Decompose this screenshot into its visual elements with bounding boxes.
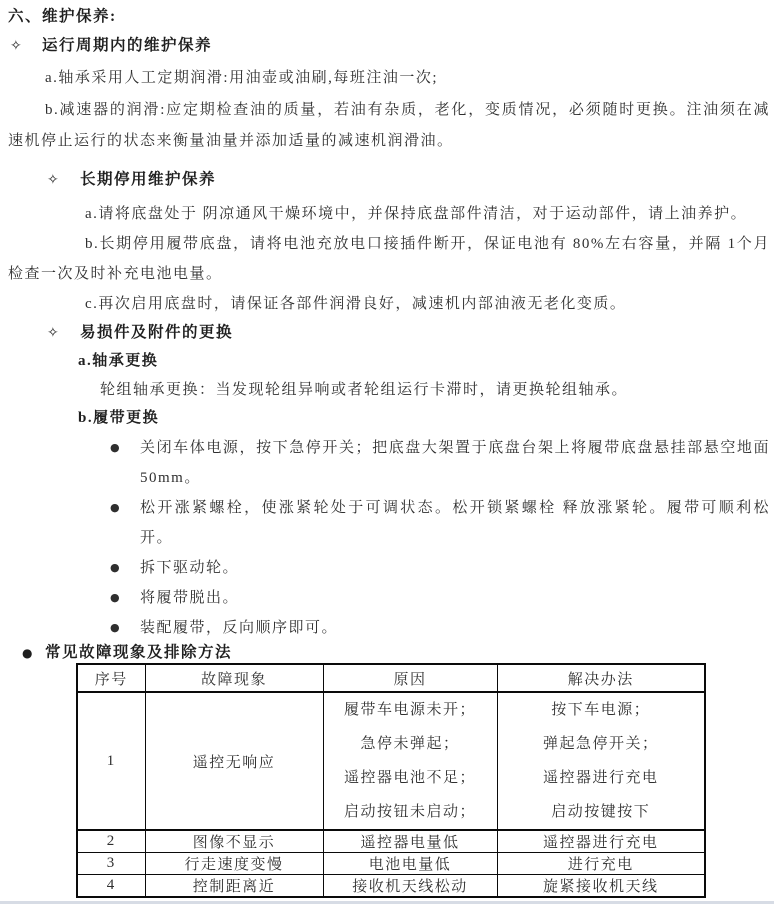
column-header-phenomenon: 故障现象 xyxy=(145,664,323,692)
cause-line: 遥控器电池不足； xyxy=(343,770,476,786)
section-heading-label: 易损件及附件的更换 xyxy=(80,324,234,341)
solution-line: 按下车电源； xyxy=(551,702,651,718)
list-item xyxy=(110,583,770,613)
track-replacement-steps xyxy=(0,433,774,643)
section-heading-label: 长期停用维护保养 xyxy=(80,171,217,188)
table-row xyxy=(77,830,705,853)
section-heading-label: 常见故障现象及排除方法 xyxy=(45,644,233,661)
paragraph-reuse-check: c.再次启用底盘时，请保证各部件润滑良好，减速机内部油液无老化变质。 xyxy=(85,296,627,312)
step-text: 拆下驱动轮。 xyxy=(140,560,240,576)
paragraph-reducer-lubrication: b.减速器的润滑:应定期检查油的质量，若油有杂质，老化，变质情况，必须随时更换。注油须在减速机停止运行的状态来衡量油量并添加适量的减速机润滑油。 xyxy=(8,102,770,149)
column-header-cause: 原因 xyxy=(323,664,497,692)
table-row xyxy=(77,875,705,898)
step-text: 装配履带，反向顺序即可。 xyxy=(140,620,339,636)
solution-line: 弹起急停开关； xyxy=(542,736,659,752)
paragraph-battery-storage: b.长期停用履带底盘，请将电池充放电口接插件断开，保证电池有 80%左右容量，并隔 1个月检查一次及时补充电池电量。 xyxy=(8,236,770,282)
section-heading-wear-parts xyxy=(47,321,774,345)
column-header-no: 序号 xyxy=(77,664,145,692)
section-heading-operating-cycle xyxy=(10,34,774,58)
subsection-heading-track-replacement: b.履带更换 xyxy=(78,410,160,426)
diamond-icon: ✧ xyxy=(10,38,24,54)
table-header-row xyxy=(77,664,705,692)
cell-solutions xyxy=(497,692,705,830)
cause-line: 启动按钮未启动； xyxy=(343,804,476,820)
bullet-icon: ● xyxy=(110,501,122,514)
bullet-icon: ● xyxy=(110,621,122,634)
cell-no: 4 xyxy=(77,875,145,898)
paragraph-bearing-lubrication: a.轴承采用人工定期润滑:用油壶或油刷,每班注油一次; xyxy=(45,70,438,86)
list-item xyxy=(110,553,770,583)
solution-line: 遥控器进行充电 xyxy=(542,770,659,786)
step-text: 将履带脱出。 xyxy=(140,590,240,606)
cell-phenomenon: 控制距离近 xyxy=(145,875,323,898)
step-text: 关闭车体电源，按下急停开关；把底盘大架置于底盘台架上将履带底盘悬挂部悬空地面 50mm。 xyxy=(140,440,770,486)
cell-solution: 旋紧接收机天线 xyxy=(497,875,705,898)
page-title: 六、维护保养: xyxy=(8,8,117,25)
troubleshooting-table xyxy=(76,663,706,898)
cell-solution: 遥控器进行充电 xyxy=(497,830,705,853)
cell-no: 2 xyxy=(77,830,145,853)
cause-line: 履带车电源未开； xyxy=(343,702,476,718)
paragraph-storage-environment: a.请将底盘处于 阴凉通风干燥环境中，并保持底盘部件清洁，对于运动部件，请上油养护。 xyxy=(85,206,748,222)
bullet-icon: ● xyxy=(110,441,122,454)
bullet-icon: ● xyxy=(22,646,34,660)
bullet-icon: ● xyxy=(110,561,122,574)
list-item xyxy=(110,493,770,553)
paragraph-wheel-bearing: 轮组轴承更换：当发现轮组异响或者轮组运行卡滞时，请更换轮组轴承。 xyxy=(100,382,629,398)
cell-phenomenon: 遥控无响应 xyxy=(145,692,323,830)
diamond-icon: ✧ xyxy=(47,172,61,188)
subsection-heading-bearing-replacement: a.轴承更换 xyxy=(78,353,159,369)
solution-line: 启动按键按下 xyxy=(551,804,651,820)
step-text: 松开涨紧螺栓，使涨紧轮处于可调状态。松开锁紧螺栓 释放涨紧轮。履带可顺利松开。 xyxy=(140,500,770,546)
bullet-icon: ● xyxy=(110,591,122,604)
column-header-solution: 解决办法 xyxy=(497,664,705,692)
cell-cause: 接收机天线松动 xyxy=(323,875,497,898)
table-row xyxy=(77,853,705,875)
cell-solution: 进行充电 xyxy=(497,853,705,875)
section-heading-long-term-storage xyxy=(47,168,774,192)
cell-cause: 遥控器电量低 xyxy=(323,830,497,853)
cell-cause: 电池电量低 xyxy=(323,853,497,875)
cell-phenomenon: 行走速度变慢 xyxy=(145,853,323,875)
diamond-icon: ✧ xyxy=(47,325,61,341)
list-item xyxy=(110,613,770,643)
cell-phenomenon: 图像不显示 xyxy=(145,830,323,853)
cell-no: 1 xyxy=(77,692,145,830)
table-row xyxy=(77,692,705,830)
list-item xyxy=(110,433,770,493)
cause-line: 急停未弹起； xyxy=(360,736,460,752)
cell-causes xyxy=(323,692,497,830)
section-heading-troubleshooting xyxy=(22,643,774,663)
section-heading-label: 运行周期内的维护保养 xyxy=(42,37,213,54)
cell-no: 3 xyxy=(77,853,145,875)
